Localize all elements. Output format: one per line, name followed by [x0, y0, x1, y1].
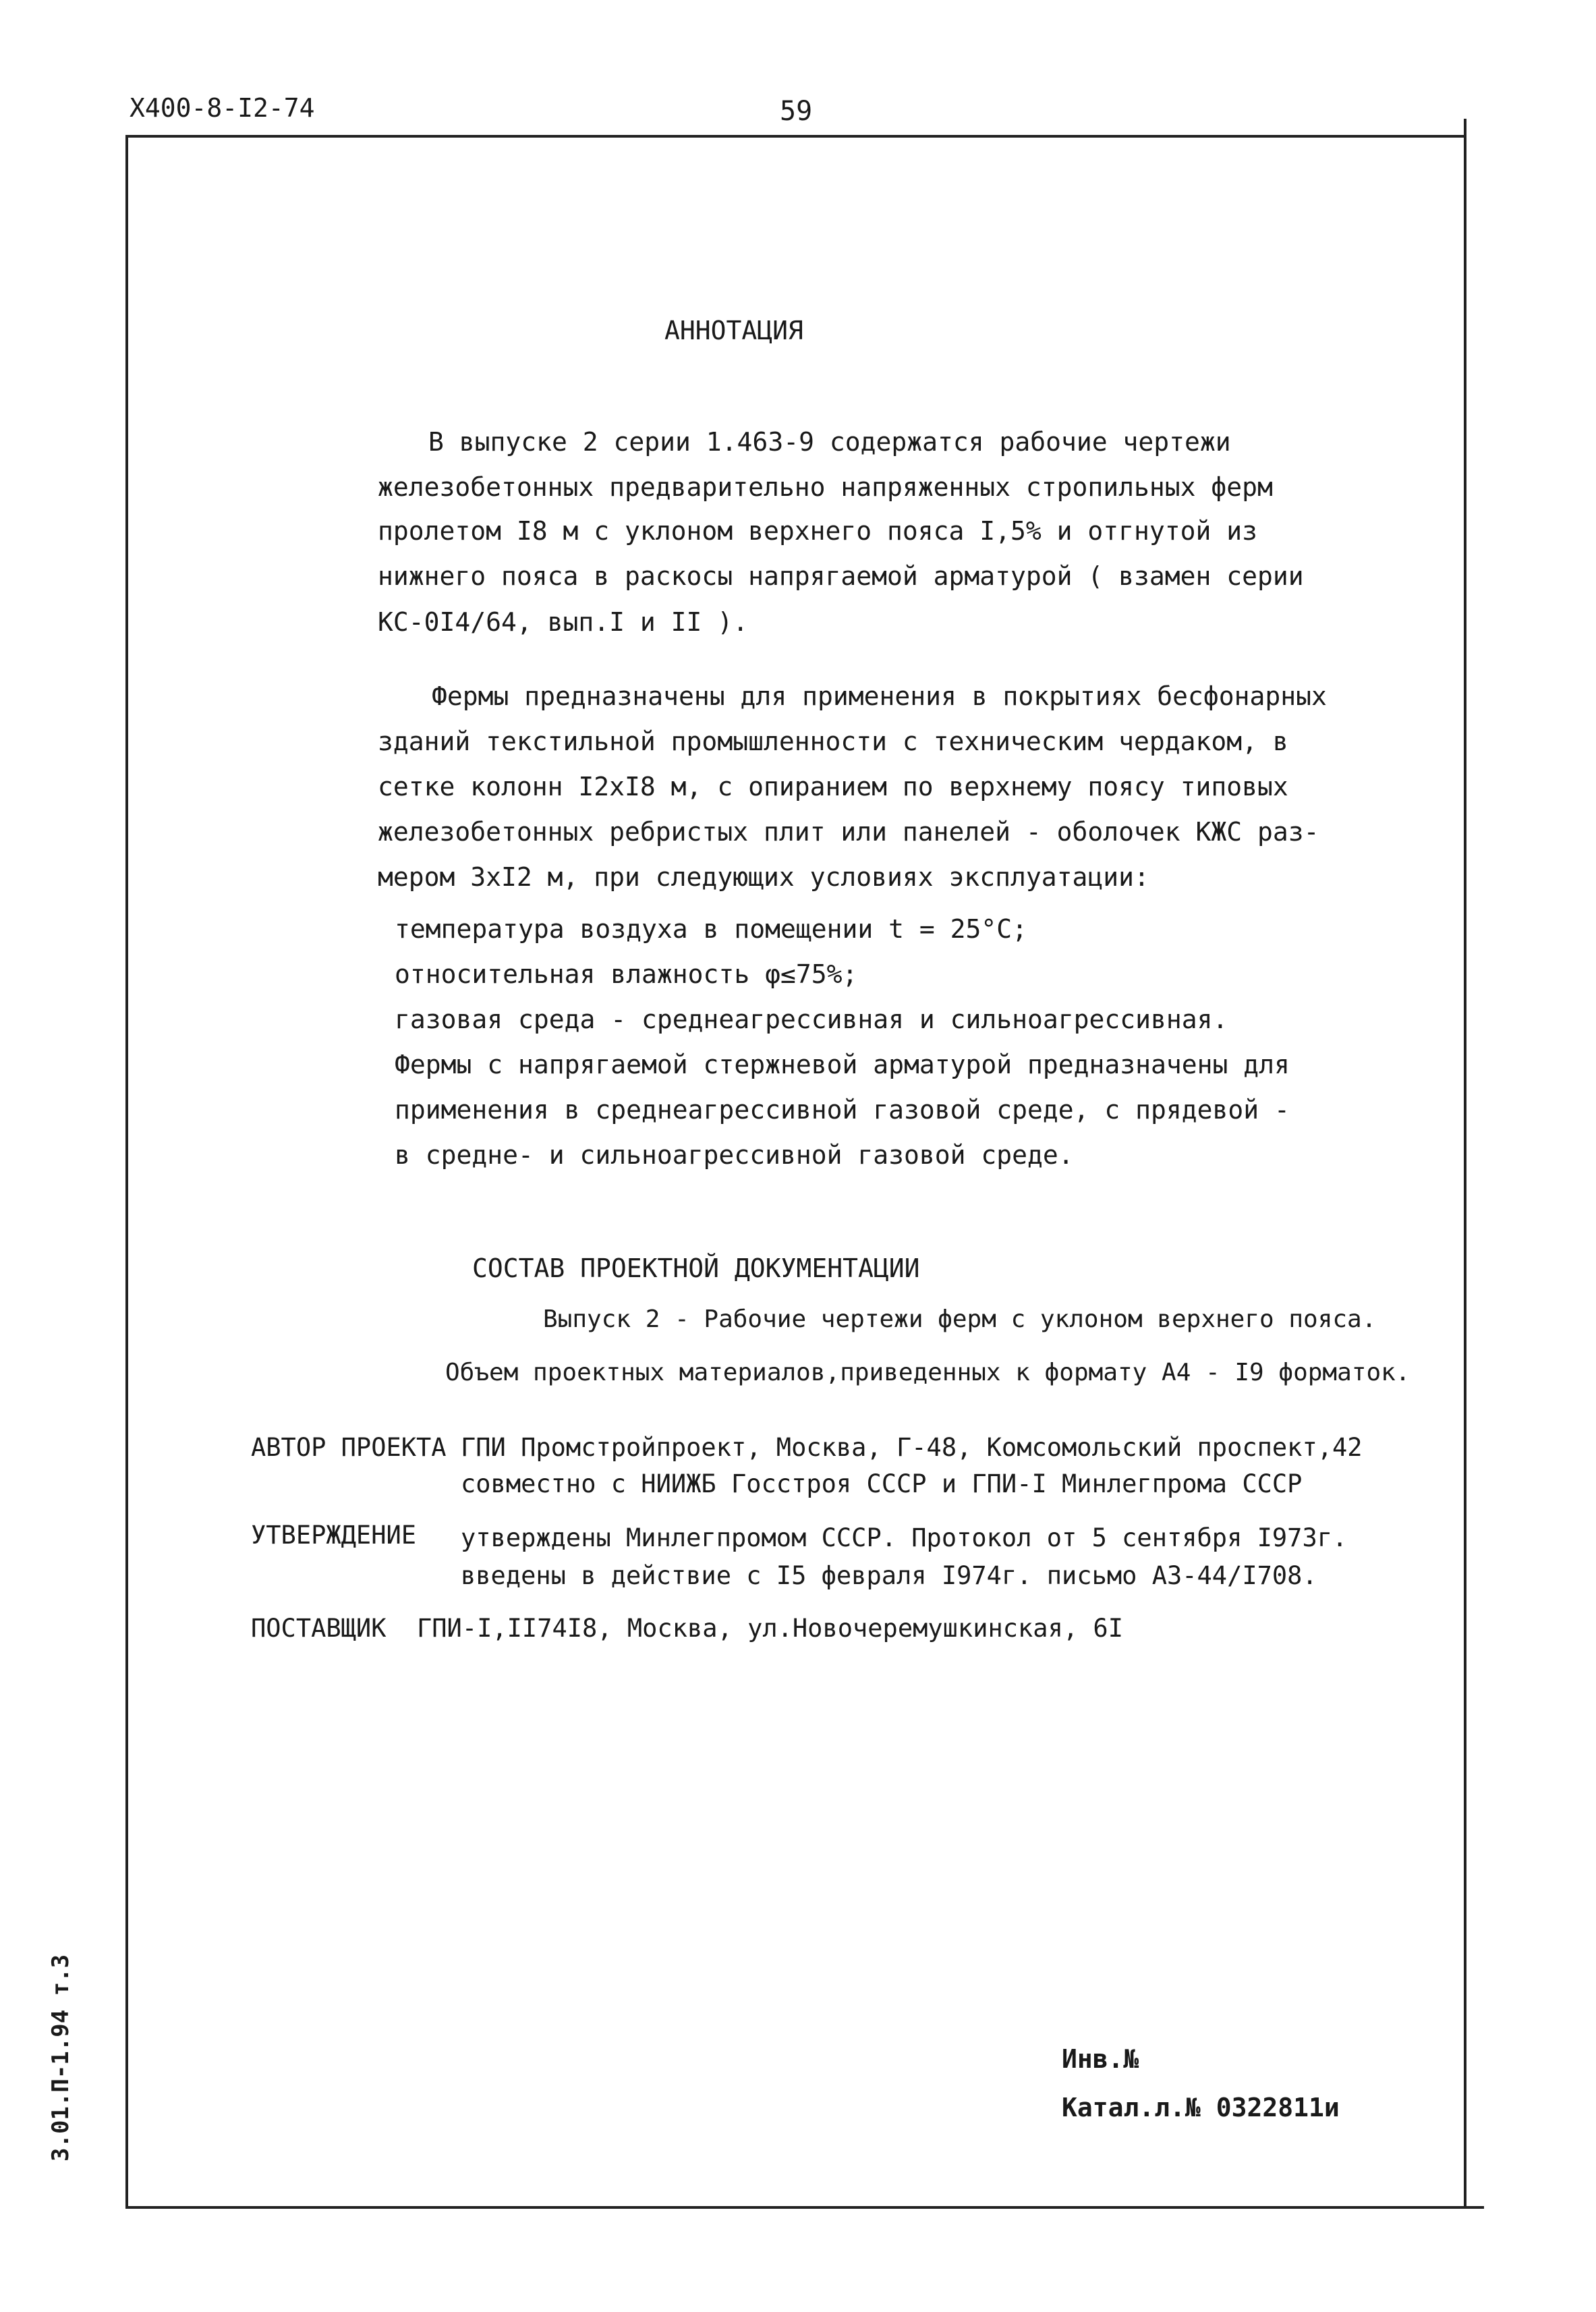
approval-line: введены в действие с I5 февраля I974г. письмо А3-44/I708. — [461, 1561, 1317, 1590]
para1-line: пролетом I8 м с уклоном верхнего пояса I,5% и отгнутой из — [378, 516, 1258, 546]
para1-line: нижнего пояса в раскосы напрягаемой арматурой ( взамен серии — [378, 561, 1304, 591]
document-code: Х400-8-I2-74 — [130, 93, 315, 123]
frame-right-border — [1464, 119, 1466, 2209]
para3-line: в средне- и сильноагрессивной газовой среде. — [395, 1140, 1074, 1170]
para1-line: КС-0I4/64, вып.I и II ). — [378, 607, 749, 637]
author-label: АВТОР ПРОЕКТА — [251, 1433, 447, 1462]
para2-line: сетке колонн I2xI8 м, с опиранием по верхнему поясу типовых — [378, 772, 1288, 801]
frame-left-border — [125, 135, 128, 2209]
inventory-number: Инв.№ — [1062, 2044, 1139, 2074]
para3-line: относительная влажность φ≤75%; — [395, 959, 858, 989]
para3-line: Фермы с напрягаемой стержневой арматурой предназначены для — [395, 1050, 1290, 1079]
para2-line: зданий текстильной промышленности с техническим чердаком, в — [378, 727, 1288, 756]
composition-line: Выпуск 2 - Рабочие чертежи ферм с уклоном верхнего пояса. — [543, 1305, 1377, 1333]
para3-line: температура воздуха в помещении t = 25°C; — [395, 914, 1027, 944]
para3-line: газовая среда - среднеагрессивная и сильноагрессивная. — [395, 1005, 1228, 1034]
para3-line: применения в среднеагрессивной газовой среде, с прядевой - — [395, 1095, 1290, 1125]
approval-label: УТВЕРЖДЕНИЕ — [251, 1521, 417, 1550]
annotation-title: АННОТАЦИЯ — [664, 316, 803, 345]
supplier-line: ГПИ-I,II74I8, Москва, ул.Новочеремушкинская, 6I — [417, 1614, 1123, 1643]
frame-bottom-border — [125, 2206, 1484, 2209]
para1-line: железобетонных предварительно напряженных стропильных ферм — [378, 472, 1273, 502]
frame-top-border — [125, 135, 1466, 138]
para2-line: Фермы предназначены для применения в покрытиях бесфонарных — [432, 681, 1327, 711]
side-margin-code: 3.01.П-1.94 т.3 — [47, 1954, 74, 2162]
page-number: 59 — [780, 96, 813, 127]
supplier-label: ПОСТАВЩИК — [251, 1614, 387, 1643]
para2-line: железобетонных ребристых плит или панелей - оболочек КЖС раз- — [378, 817, 1319, 847]
author-line: ГПИ Промстройпроект, Москва, Г-48, Комсомольский проспект,42 — [461, 1433, 1363, 1462]
author-line: совместно с НИИЖБ Госстроя СССР и ГПИ-I Минлегпрома СССР — [461, 1469, 1303, 1498]
composition-title: СОСТАВ ПРОЕКТНОЙ ДОКУМЕНТАЦИИ — [472, 1253, 920, 1283]
approval-line: утверждены Минлегпромом СССР. Протокол от 5 сентября I973г. — [461, 1523, 1348, 1552]
para2-line: мером 3xI2 м, при следующих условиях эксплуатации: — [378, 862, 1149, 892]
composition-line: Объем проектных материалов,приведенных к формату А4 - I9 форматок. — [445, 1359, 1410, 1386]
para1-line: В выпуске 2 серии 1.463-9 содержатся рабочие чертежи — [428, 427, 1231, 457]
catalog-number: Катал.л.№ 0322811и — [1062, 2093, 1340, 2122]
